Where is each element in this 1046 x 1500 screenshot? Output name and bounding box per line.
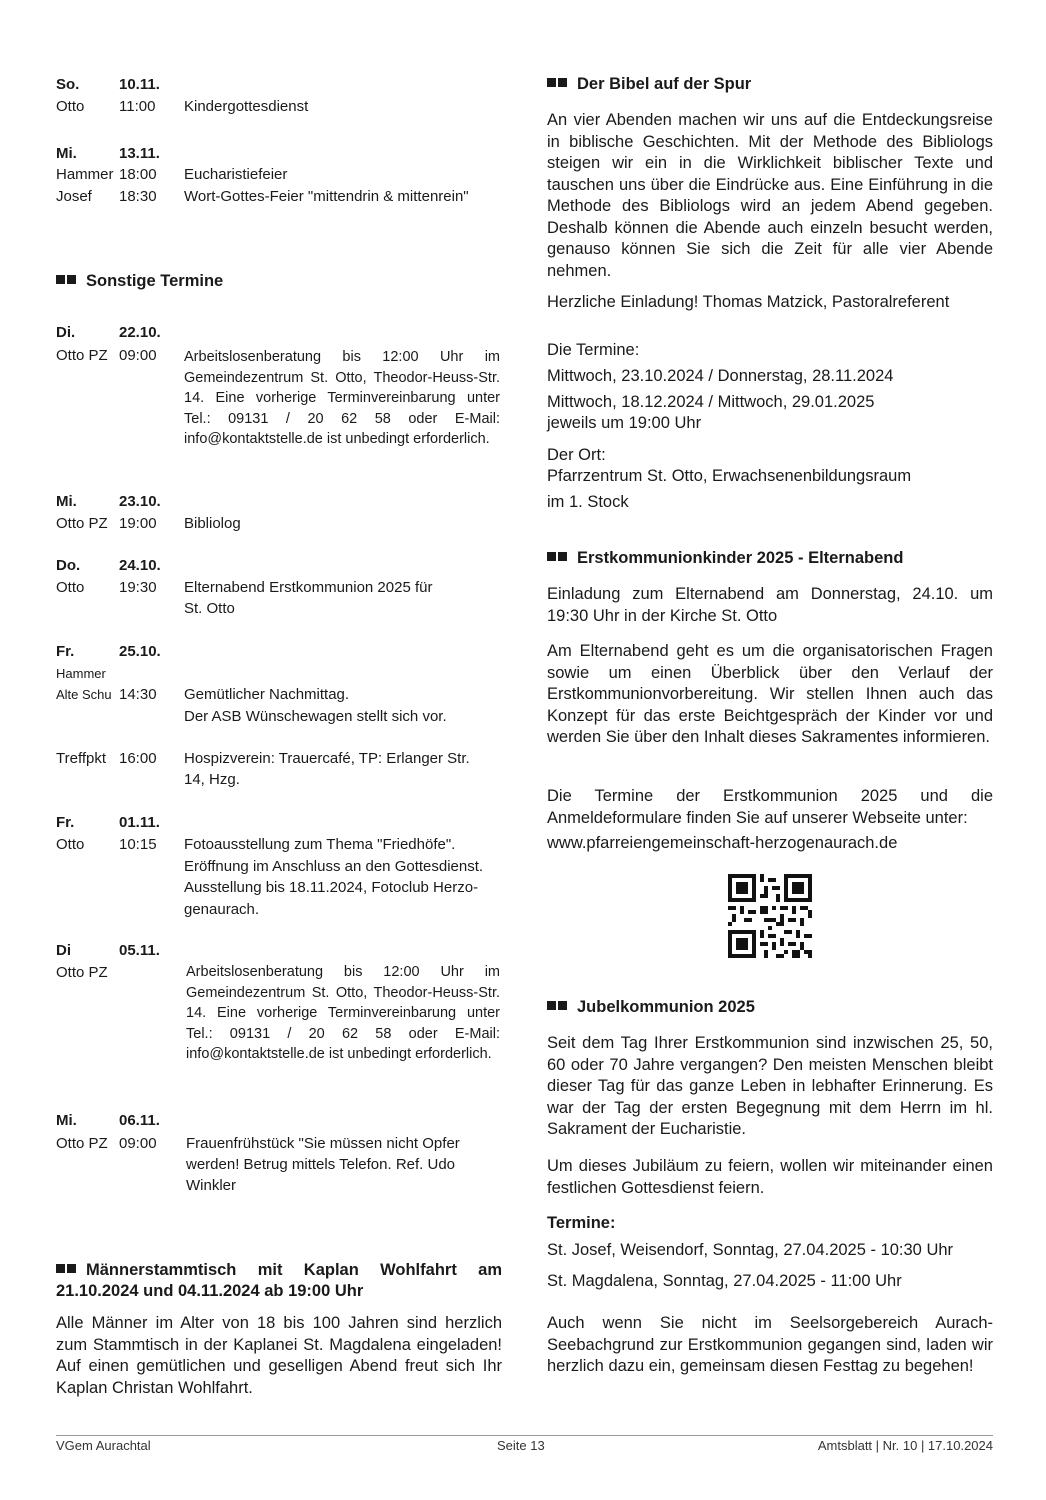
- paragraph: Auch wenn Sie nicht im Seelsorgebereich Aurach-Seebachgrund zur Erstkommunion gegangen sind, laden wir herzlich dazu ein, gemeinsam diesen Festtag zu begehen!: [547, 1314, 993, 1375]
- section-heading: Männerstammtisch mit Kaplan Wohlfahrt am 21.10.2024 und 04.11.2024 ab 19:00 Uhr: [56, 1261, 502, 1300]
- paragraph: An vier Abenden machen wir uns auf die Entdeckungsreise in biblische Geschichten. Mit der Methode des Bibliologs steigen wir ein in die Wirklichkeit biblischer Texte und tauschen uns über die Eindrücke aus. Eine Einführung in die Methode des Bibliologs wird an jedem Abend gegeben. Deshalb können die Abende auch einzeln besucht werden, genauso können Sie sich die Zeit für alle vier Abende nehmen.: [547, 111, 993, 280]
- footer-right: Amtsblatt | Nr. 10 | 17.10.2024: [817, 1438, 993, 1453]
- text-line: jeweils um 19:00 Uhr: [547, 414, 702, 432]
- paragraph: Seit dem Tag Ihrer Erstkommunion sind inzwischen 25, 50, 60 oder 70 Jahre vergangen? Den meisten Menschen bleibt dieser Tag für das ganze Leben in lebhafter Erinnerung. Es war der Tag der ersten Begegnung mit dem Herrn im hl. Sakrament der Eucharistie.: [547, 1034, 993, 1138]
- qr-code[interactable]: [728, 874, 812, 958]
- text-line: Herzliche Einladung! Thomas Matzick, Pastoralreferent: [547, 293, 950, 311]
- heading-marker-icon: [547, 74, 569, 95]
- heading-marker-icon: [547, 997, 569, 1018]
- section-heading: Sonstige Termine: [56, 271, 223, 292]
- heading-marker-icon: [56, 271, 78, 292]
- page-number: Seite 13: [497, 1438, 545, 1453]
- section-heading: Der Bibel auf der Spur: [547, 74, 751, 95]
- text-line: Termine:: [547, 1214, 616, 1232]
- text-line: Der Ort:: [547, 446, 606, 464]
- text-line: Pfarrzentrum St. Otto, Erwachsenenbildungsraum: [547, 467, 912, 485]
- text-line: Die Termine:: [547, 341, 640, 359]
- heading-marker-icon: [547, 548, 569, 569]
- paragraph: Um dieses Jubiläum zu feiern, wollen wir miteinander einen festlichen Gottesdienst feiern.: [547, 1157, 993, 1197]
- text-line: St. Josef, Weisendorf, Sonntag, 27.04.2025 - 10:30 Uhr: [547, 1241, 954, 1259]
- heading-marker-icon: [56, 1260, 78, 1281]
- text-line: im 1. Stock: [547, 493, 629, 511]
- section-heading: Jubelkommunion 2025: [547, 997, 755, 1018]
- website-url[interactable]: www.pfarreiengemeinschaft-herzogenaurach.de: [547, 834, 898, 852]
- paragraph: Alle Männer im Alter von 18 bis 100 Jahren sind herzlich zum Stammtisch in der Kaplanei St. Magdalena eingeladen! Auf einen gemütlichen und geselligen Abend freut sich Ihr Kaplan Christan Wohlfahrt.: [56, 1314, 502, 1397]
- paragraph: Einladung zum Elternabend am Donnerstag, 24.10. um 19:30 Uhr in der Kirche St. Otto: [547, 585, 993, 625]
- section-heading: Erstkommunionkinder 2025 - Elternabend: [547, 548, 903, 569]
- text-line: Mittwoch, 18.12.2024 / Mittwoch, 29.01.2025: [547, 393, 875, 411]
- footer-left: VGem Aurachtal: [56, 1438, 151, 1453]
- footer-divider: [56, 1435, 993, 1436]
- paragraph: Die Termine der Erstkommunion 2025 und die Anmeldeformulare finden Sie auf unserer Webseite unter:: [547, 787, 993, 827]
- text-line: St. Magdalena, Sonntag, 27.04.2025 - 11:00 Uhr: [547, 1272, 902, 1290]
- text-line: Mittwoch, 23.10.2024 / Donnerstag, 28.11.2024: [547, 367, 894, 385]
- paragraph: Am Elternabend geht es um die organisatorischen Fragen sowie um einen Überblick über den Verlauf der Erstkommunionvorbereitung. Wir stellen Ihnen auch das Konzept für das erste Beichtgespräch der Kinder vor und werden Sie über den Inhalt dieses Sakramentes informieren.: [547, 642, 993, 746]
